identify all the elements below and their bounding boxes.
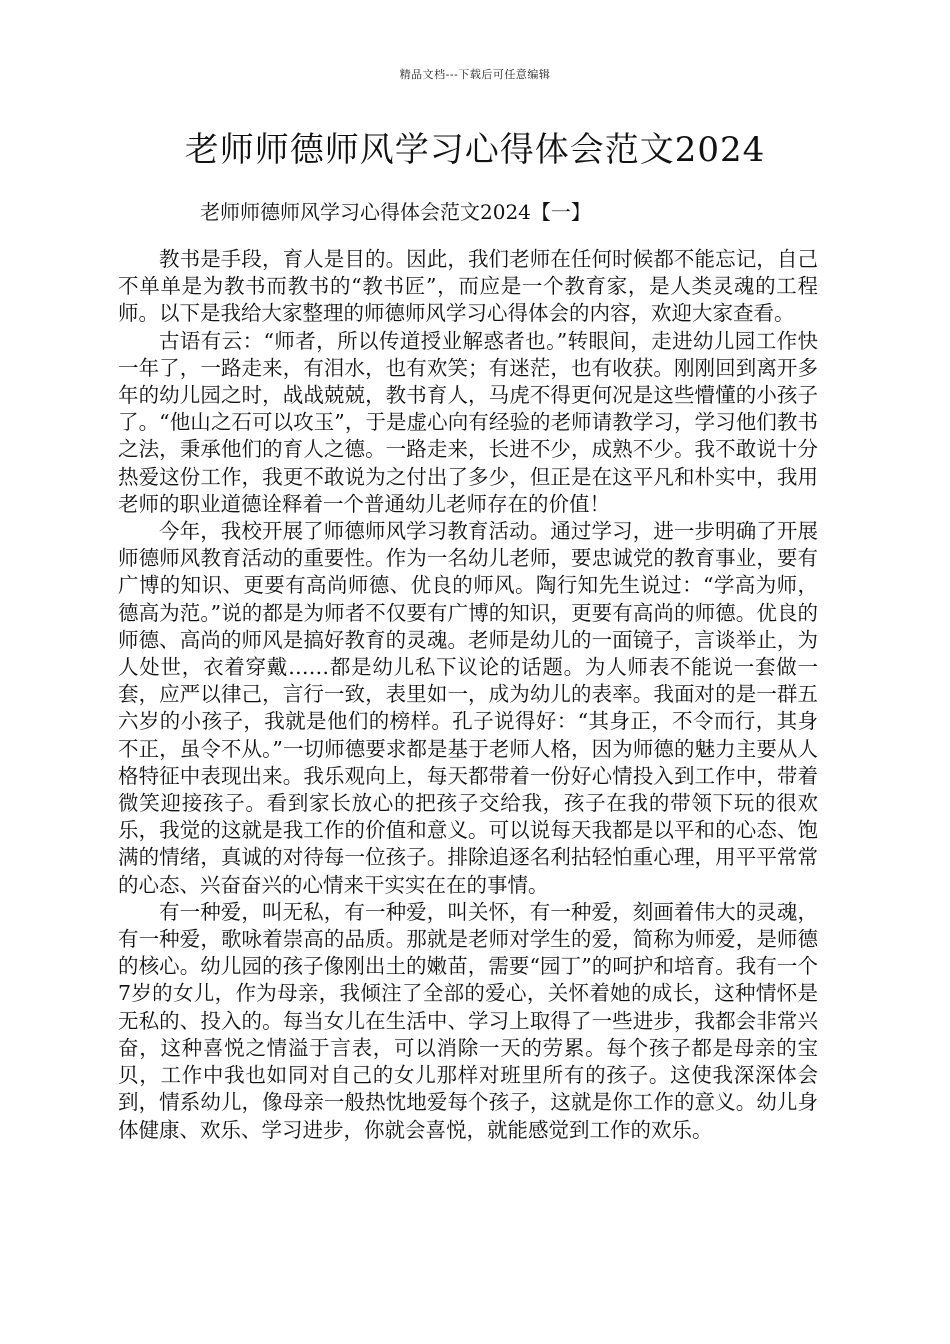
header-note: 精品文档---下载后可任意编辑: [399, 68, 551, 81]
paragraph-quote: 古语有云：“师者，所以传道授业解惑者也。”转眼间，走进幼儿园工作快一年了，一路走来，有泪水，也有欢笑；有迷茫，也有收获。刚刚回到离开多年的幼儿园之时，战战兢兢，教书育人，马虎不得更何况是这些懵懂的小孩子了。“他山之石可以攻玉”，于是虚心向有经验的老师请教学习，学习他们教书之法，秉承他们的育人之德。一路走来，长进不少，成熟不少。我不敢说十分热爱这份工作，我更不敢说为之付出了多少，但正是在这平凡和朴实中，我用老师的职业道德诠释着一个普通幼儿老师存在的价值！: [118, 328, 818, 516]
paragraph-intro: 教书是手段，育人是目的。因此，我们老师在任何时候都不能忘记，自己不单单是为教书而教书的“教书匠”，而应是一个教育家，是人类灵魂的工程师。以下是我给大家整理的师德师风学习心得体会的内容，欢迎大家查看。: [118, 247, 818, 326]
document-title: 老师师德师风学习心得体会范文2024: [184, 130, 766, 170]
paragraph-love: 有一种爱，叫无私，有一种爱，叫关怀，有一种爱，刻画着伟大的灵魂，有一种爱，歌咏着崇高的品质。那就是老师对学生的爱，简称为师爱，是师德的核心。幼儿园的孩子像刚出土的嫩苗，需要“园丁”的呵护和培育。我有一个7岁的女儿，作为母亲，我倾注了全部的爱心，关怀着她的成长，这种情怀是无私的、投入的。每当女儿在生活中、学习上取得了一些进步，我都会非常兴奋，这种喜悦之情溢于言表，可以消除一天的劳累。每个孩子都是母亲的宝贝，工作中我也如同对自己的女儿那样对班里所有的孩子。这使我深深体会到，情系幼儿，像母亲一般热忱地爱每个孩子，这就是你工作的意义。幼儿身体健康、欢乐、学习进步，你就会喜悦，就能感觉到工作的欢乐。: [118, 899, 818, 1142]
document-body: [118, 246, 818, 1144]
paragraph-study: 今年，我校开展了师德师风学习教育活动。通过学习，进一步明确了开展师德师风教育活动的重要性。作为一名幼儿老师，要忠诚党的教育事业，要有广博的知识、更要有高尚师德、优良的师风。陶行知先生说过：“学高为师，德高为范。”说的都是为师者不仅要有广博的知识，更要有高尚的师德。优良的师德、高尚的师风是搞好教育的灵魂。老师是幼儿的一面镜子，言谈举止，为人处世，衣着穿戴……都是幼儿私下议论的话题。为人师表不能说一套做一套，应严以律己，言行一致，表里如一，成为幼儿的表率。我面对的是一群五六岁的小孩子，我就是他们的榜样。孔子说得好：“其身正，不令而行，其身不正，虽令不从。”一切师德要求都是基于老师人格，因为师德的魅力主要从人格特征中表现出来。我乐观向上，每天都带着一份好心情投入到工作中，带着微笑迎接孩子。看到家长放心的把孩子交给我，孩子在我的带领下玩的很欢乐，我觉的这就是我工作的价值和意义。可以说每天我都是以平和的心态、饱满的情绪，真诚的对待每一位孩子。排除追逐名利拈轻怕重心理，用平平常常的心态、兴奋奋兴的心情来干实实在在的事情。: [118, 519, 818, 897]
section-heading: 老师师德师风学习心得体会范文2024【一】: [200, 200, 591, 224]
